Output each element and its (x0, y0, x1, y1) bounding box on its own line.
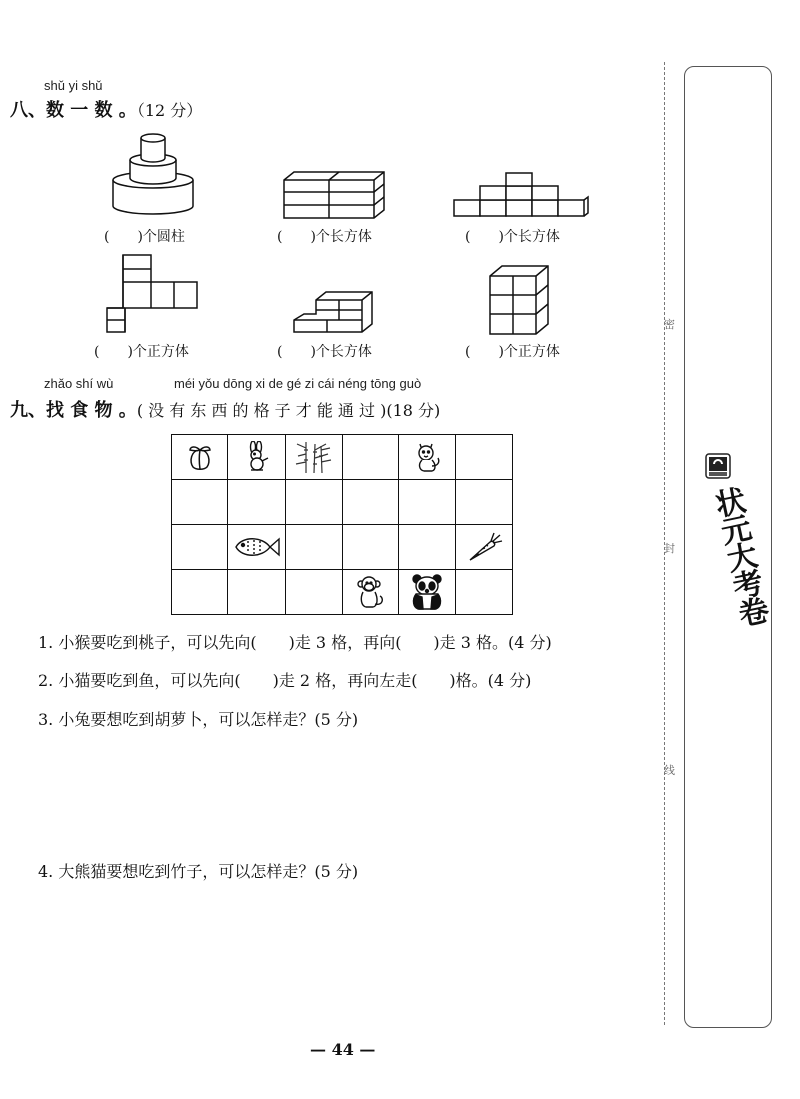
grid-cell (399, 435, 456, 480)
cat-icon (410, 440, 444, 474)
carrot-icon (464, 530, 504, 564)
grid-cell (342, 570, 399, 615)
grid-cell (228, 525, 286, 570)
figure-caption-4: ( )个正方体 (94, 344, 189, 360)
fish-icon (232, 532, 282, 562)
grid-cell (456, 570, 513, 615)
staircase-cuboids-figure (292, 288, 376, 334)
grid-cell (342, 435, 399, 480)
grid-cell (399, 570, 456, 615)
grid-row (172, 435, 513, 480)
grid-cell (399, 480, 456, 525)
grid-cell (456, 480, 513, 525)
question-2: 2. 小猫要吃到鱼，可以先向( )走 2 格，再向左走( )格。(4 分) (38, 671, 532, 690)
brand-text: 状元大考卷 (706, 484, 771, 629)
grid-row (172, 570, 513, 615)
cube-tower-figure (488, 264, 552, 336)
stacked-cuboids-figure (282, 168, 386, 220)
stacked-cylinders-figure (110, 132, 196, 218)
section8-pinyin: shǔ yi shǔ (44, 78, 103, 93)
figure-caption-1: ( )个圆柱 (104, 229, 185, 245)
grid-cell (228, 435, 286, 480)
grid-cell (399, 525, 456, 570)
figure-caption-3: ( )个长方体 (465, 229, 560, 245)
figure-caption-5: ( )个长方体 (277, 344, 372, 360)
section8-score: （12 分） (136, 101, 203, 120)
l-shaped-cubes-figure (105, 252, 199, 334)
side-panel (684, 66, 772, 1028)
grid-cell (172, 435, 228, 480)
rabbit-icon (242, 441, 272, 473)
grid-row (172, 525, 513, 570)
grid-cell (285, 480, 342, 525)
section9-pinyin-left: zhǎo shí wù (44, 376, 114, 391)
question-1: 1. 小猴要吃到桃子，可以先向( )走 3 格，再向( )走 3 格。(4 分) (38, 633, 552, 652)
margin-mark-seal: 密 (664, 318, 675, 331)
figure-caption-6: ( )个正方体 (465, 344, 560, 360)
page-number: — 44 — (310, 1040, 376, 1059)
monkey-icon (353, 574, 387, 610)
section9-pinyin-right: méi yǒu dōng xi de gé zi cái néng tōng guò (174, 376, 422, 391)
question-3: 3. 小兔要想吃到胡萝卜，可以怎样走？(5 分) (38, 710, 359, 729)
section9-note: ( 没 有 东 西 的 格 子 才 能 通 过 ) (136, 401, 387, 420)
figure-caption-2: ( )个长方体 (277, 229, 372, 245)
grid-cell (172, 480, 228, 525)
section8-title: 八、数 一 数 。（12 分） (10, 100, 203, 121)
grid-cell (228, 480, 286, 525)
margin-mark-close: 封 (664, 542, 675, 555)
grid-cell (342, 480, 399, 525)
grid-cell (342, 525, 399, 570)
grid-cell (285, 435, 342, 480)
grid-cell (172, 525, 228, 570)
grid-cell (285, 525, 342, 570)
grid-row (172, 480, 513, 525)
stepped-cuboids-figure (452, 170, 590, 220)
grid-cell (172, 570, 228, 615)
panda-icon (407, 573, 447, 611)
margin-mark-line: 线 (664, 764, 675, 777)
grid-cell (285, 570, 342, 615)
section9-title: 九、找 食 物 。( 没 有 东 西 的 格 子 才 能 通 过 )(18 分) (10, 400, 441, 421)
section9-score: (18 分) (386, 401, 441, 420)
food-grid (171, 434, 513, 615)
bamboo-icon (294, 440, 334, 474)
grid-cell (456, 525, 513, 570)
brand-logo-icon (705, 453, 731, 479)
question-4: 4. 大熊猫要想吃到竹子，可以怎样走？(5 分) (38, 862, 359, 881)
grid-cell (456, 435, 513, 480)
grid-cell (228, 570, 286, 615)
peach-icon (185, 442, 215, 472)
